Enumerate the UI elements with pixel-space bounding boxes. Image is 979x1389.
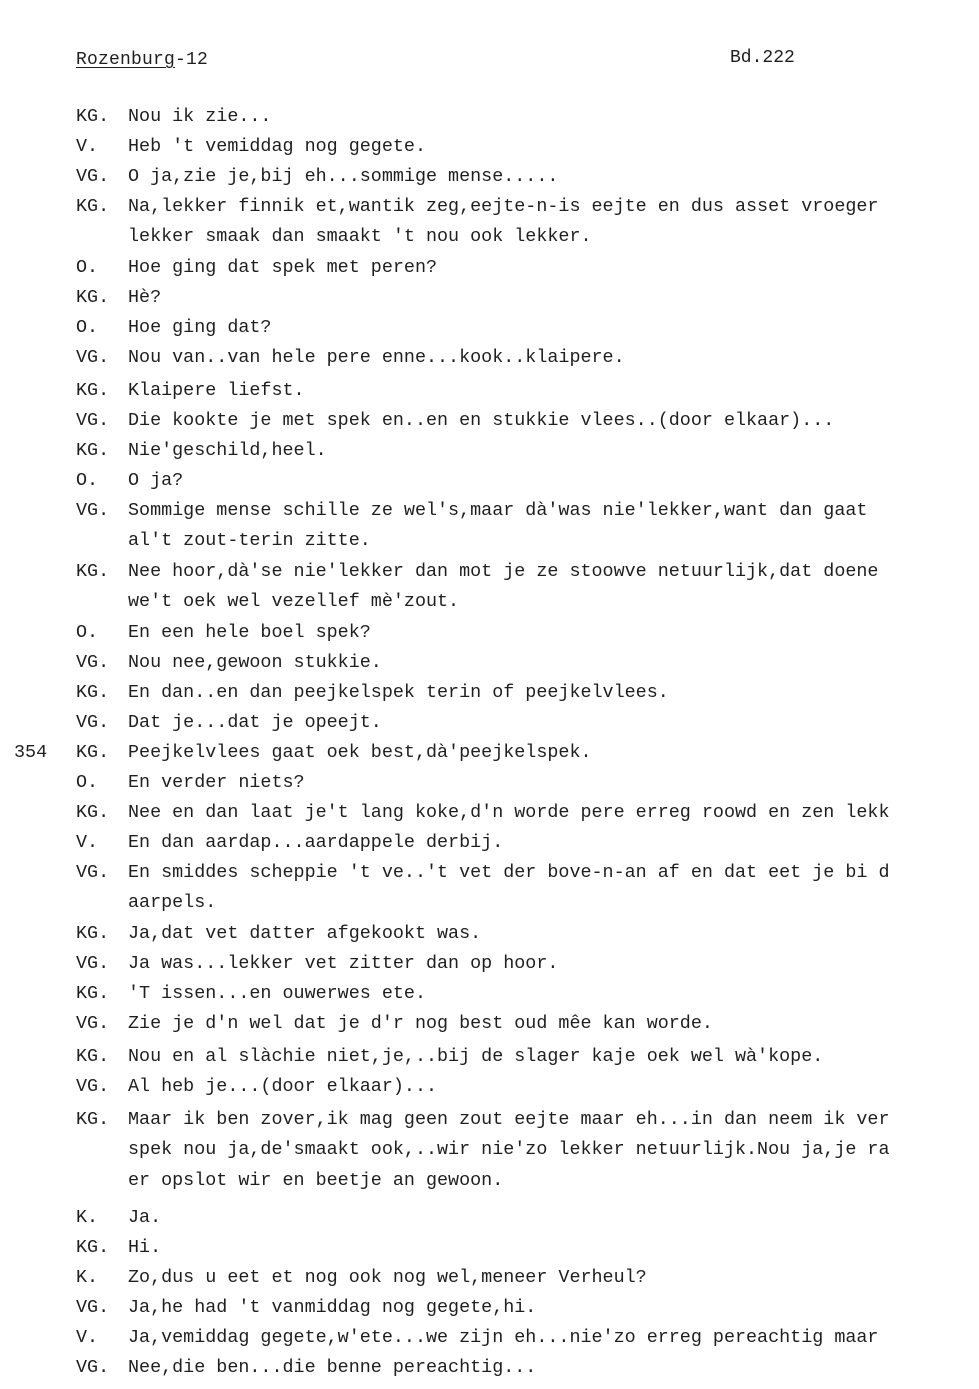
utterance-text: Zo,dus u eet et nog ook nog wel,meneer Verheul?: [128, 1267, 647, 1288]
speaker-label: KG.: [76, 923, 110, 944]
speaker-label: VG.: [76, 1297, 110, 1318]
utterance-text: er opslot wir en beetje an gewoon.: [128, 1170, 504, 1191]
transcript-line: [0, 132, 979, 162]
utterance-text: al't zout-terin zitte.: [128, 530, 371, 551]
transcript-line: [0, 406, 979, 436]
transcript-line: [0, 1166, 979, 1197]
speaker-label: VG.: [76, 1357, 110, 1378]
transcript-line: [0, 283, 979, 313]
utterance-text: Dat je...dat je opeejt.: [128, 712, 382, 733]
speaker-label: KG.: [76, 287, 110, 308]
utterance-text: Peejkelvlees gaat oek best,dà'peejkelspek.: [128, 742, 592, 763]
speaker-label: KG.: [76, 1109, 110, 1130]
transcript-line: [0, 313, 979, 343]
utterance-text: Sommige mense schille ze wel's,maar dà'was nie'lekker,want dan gaat: [128, 500, 868, 521]
speaker-label: VG.: [76, 953, 110, 974]
speaker-label: KG.: [76, 380, 110, 401]
transcript-line: [0, 376, 979, 406]
speaker-label: O.: [76, 257, 99, 278]
speaker-label: VG.: [76, 1076, 110, 1097]
transcript-line: [0, 1323, 979, 1353]
transcript-line: [0, 1233, 979, 1263]
speaker-label: KG.: [76, 440, 110, 461]
transcript-line: [0, 738, 979, 768]
utterance-text: O ja?: [128, 470, 184, 491]
transcript-line: [0, 1042, 979, 1072]
utterance-text: En verder niets?: [128, 772, 305, 793]
speaker-label: KG.: [76, 742, 110, 763]
speaker-label: K.: [76, 1207, 99, 1228]
utterance-text: Nou en al slàchie niet,je,..bij de slager kaje oek wel wà'kope.: [128, 1046, 824, 1067]
transcript-line: [0, 466, 979, 496]
speaker-label: KG.: [76, 561, 110, 582]
utterance-text: Hoe ging dat?: [128, 317, 272, 338]
speaker-label: VG.: [76, 410, 110, 431]
transcript-line: [0, 949, 979, 979]
utterance-text: Hoe ging dat spek met peren?: [128, 257, 438, 278]
utterance-text: Klaipere liefst.: [128, 380, 305, 401]
utterance-text: Nee en dan laat je't lang koke,d'n worde pere erreg roowd en zen lekk: [128, 802, 890, 823]
transcript-line: [0, 557, 979, 587]
transcript-line: [0, 618, 979, 648]
header-title-underlined: Rozenburg: [76, 50, 176, 70]
transcript-line: [0, 888, 979, 919]
transcript-line: [0, 222, 979, 253]
transcript-line: [0, 858, 979, 888]
speaker-label: KG.: [76, 1237, 110, 1258]
utterance-text: Ja.: [128, 1207, 162, 1228]
speaker-label: KG.: [76, 682, 110, 703]
transcript-line: [0, 253, 979, 283]
utterance-text: En dan..en dan peejkelspek terin of peejkelvlees.: [128, 682, 669, 703]
speaker-label: VG.: [76, 1013, 110, 1034]
speaker-label: K.: [76, 1267, 99, 1288]
transcript-lines: [0, 102, 979, 1383]
transcript-line: [0, 1072, 979, 1105]
utterance-text: 'T issen...en ouwerwes ete.: [128, 983, 426, 1004]
utterance-text: O ja,zie je,bij eh...sommige mense.....: [128, 166, 559, 187]
utterance-text: Die kookte je met spek en..en en stukkie vlees..(door elkaar)...: [128, 410, 835, 431]
transcript-line: [0, 496, 979, 526]
utterance-text: Ja,vemiddag gegete,w'ete...we zijn eh...nie'zo erreg pereachtig maar: [128, 1327, 879, 1348]
speaker-label: V.: [76, 1327, 99, 1348]
speaker-label: KG.: [76, 196, 110, 217]
transcript-line: [0, 1353, 979, 1383]
speaker-label: VG.: [76, 712, 110, 733]
utterance-text: En een hele boel spek?: [128, 622, 371, 643]
transcript-line: [0, 1009, 979, 1042]
header-title-rest: -12: [175, 50, 209, 70]
utterance-text: Nou van..van hele pere enne...kook..klaipere.: [128, 347, 625, 368]
utterance-text: Na,lekker finnik et,wantik zeg,eejte-n-is eejte en dus asset vroeger: [128, 196, 879, 217]
speaker-label: O.: [76, 772, 99, 793]
transcript-line: [0, 343, 979, 376]
speaker-label: VG.: [76, 347, 110, 368]
utterance-text: Hè?: [128, 287, 162, 308]
page-reference: Bd.222: [730, 48, 795, 68]
transcript-line: [0, 1135, 979, 1166]
speaker-label: VG.: [76, 500, 110, 521]
speaker-label: O.: [76, 470, 99, 491]
transcript-line: [0, 587, 979, 618]
speaker-label: VG.: [76, 862, 110, 883]
transcript-line: [0, 1105, 979, 1135]
speaker-label: KG.: [76, 106, 110, 127]
utterance-text: Nou ik zie...: [128, 106, 272, 127]
utterance-text: aarpels.: [128, 892, 217, 913]
transcript-line: [0, 526, 979, 557]
transcript-line: [0, 678, 979, 708]
utterance-text: En dan aardap...aardappele derbij.: [128, 832, 504, 853]
speaker-label: KG.: [76, 983, 110, 1004]
utterance-text: Maar ik ben zover,ik mag geen zout eejte maar eh...in dan neem ik ver: [128, 1109, 890, 1130]
utterance-text: spek nou ja,de'smaakt ook,..wir nie'zo lekker netuurlijk.Nou ja,je ra: [128, 1139, 890, 1160]
speaker-label: VG.: [76, 652, 110, 673]
speaker-label: V.: [76, 832, 99, 853]
utterance-text: Ja,dat vet datter afgekookt was.: [128, 923, 482, 944]
utterance-text: we't oek wel vezellef mè'zout.: [128, 591, 460, 612]
transcript-line: [0, 828, 979, 858]
utterance-text: lekker smaak dan smaakt 't nou ook lekker.: [128, 226, 592, 247]
utterance-text: Al heb je...(door elkaar)...: [128, 1076, 438, 1097]
speaker-label: VG.: [76, 166, 110, 187]
transcript-line: [0, 648, 979, 678]
utterance-text: Ja,he had 't vanmiddag nog gegete,hi.: [128, 1297, 537, 1318]
margin-line-number: 354: [14, 742, 48, 763]
transcript-line: [0, 768, 979, 798]
transcript-line: [0, 1203, 979, 1233]
transcript-line: [0, 162, 979, 192]
utterance-text: Heb 't vemiddag nog gegete.: [128, 136, 426, 157]
page-header-title: [76, 50, 208, 70]
utterance-text: Ja was...lekker vet zitter dan op hoor.: [128, 953, 559, 974]
transcript-line: [0, 798, 979, 828]
utterance-text: Zie je d'n wel dat je d'r nog best oud mêe kan worde.: [128, 1013, 713, 1034]
speaker-label: KG.: [76, 802, 110, 823]
speaker-label: KG.: [76, 1046, 110, 1067]
utterance-text: Nee hoor,dà'se nie'lekker dan mot je ze stoowve netuurlijk,dat doene: [128, 561, 879, 582]
transcript-line: [0, 436, 979, 466]
utterance-text: En smiddes scheppie 't ve..'t vet der bove-n-an af en dat eet je bi d: [128, 862, 890, 883]
transcript-line: [0, 919, 979, 949]
transcript-line: [0, 102, 979, 132]
utterance-text: Nee,die ben...die benne pereachtig...: [128, 1357, 537, 1378]
utterance-text: Nie'geschild,heel.: [128, 440, 327, 461]
transcript-line: [0, 1293, 979, 1323]
transcript-line: [0, 192, 979, 222]
speaker-label: V.: [76, 136, 99, 157]
utterance-text: Nou nee,gewoon stukkie.: [128, 652, 382, 673]
speaker-label: O.: [76, 317, 99, 338]
transcript-line: [0, 1263, 979, 1293]
utterance-text: Hi.: [128, 1237, 162, 1258]
speaker-label: O.: [76, 622, 99, 643]
transcript-line: [0, 979, 979, 1009]
transcript-line: [0, 708, 979, 738]
